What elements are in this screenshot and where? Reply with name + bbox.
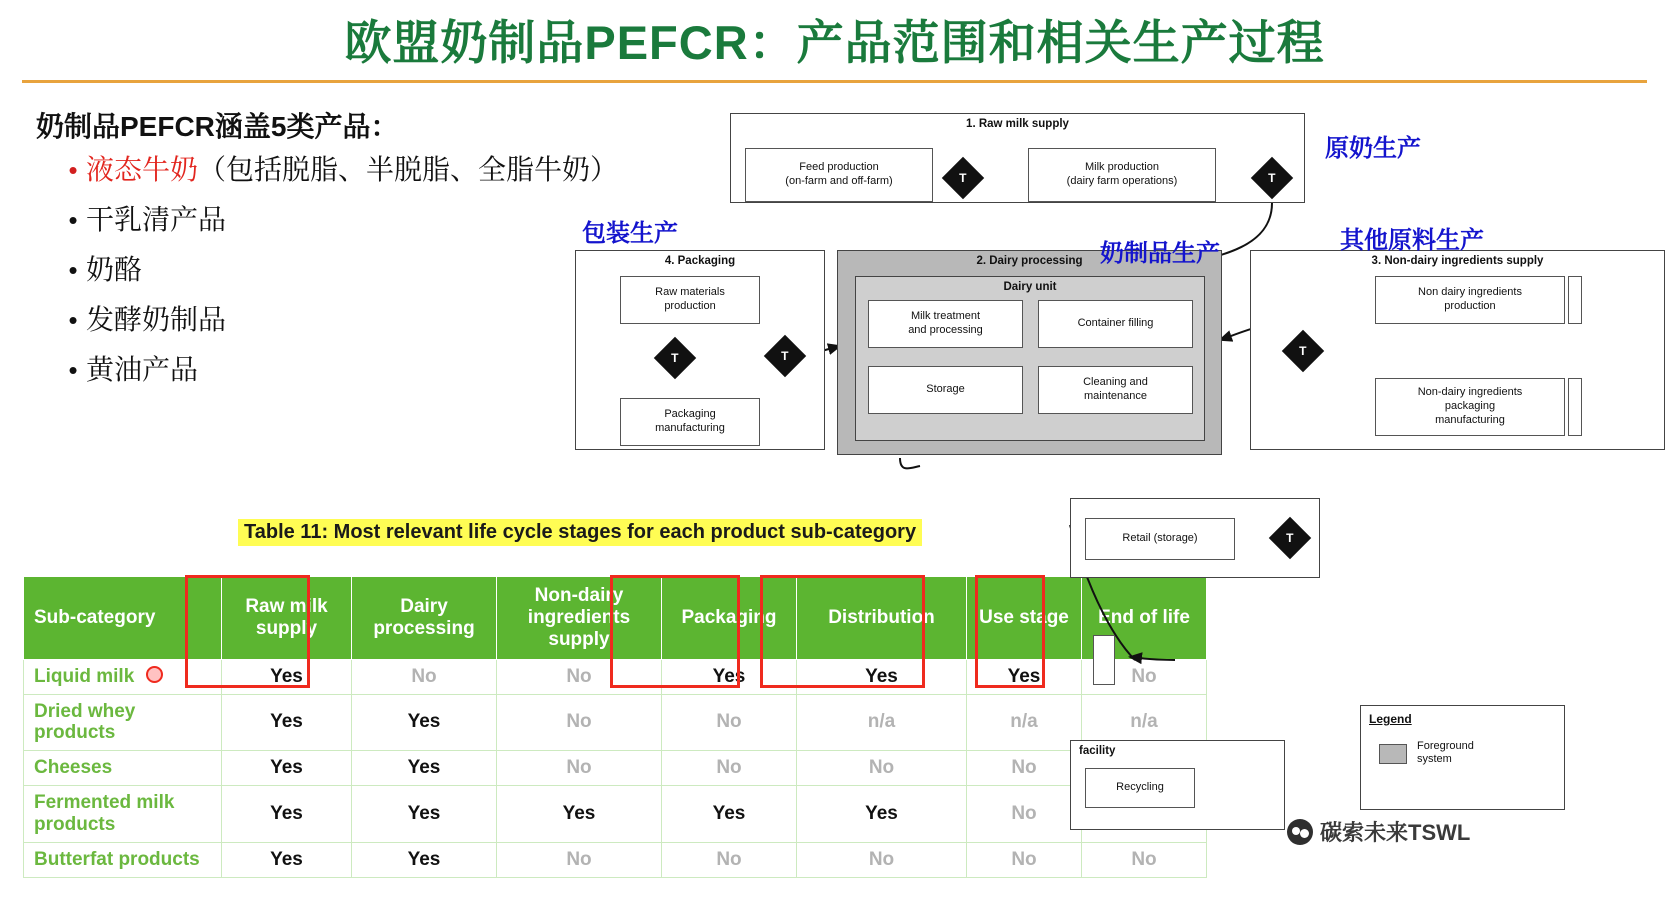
table-caption: Table 11: Most relevant life cycle stages for each product sub-category <box>238 519 922 546</box>
cursor-pointer <box>146 666 163 683</box>
cell: Yes <box>352 751 497 786</box>
cell: n/a <box>797 694 967 751</box>
list-item <box>60 300 650 340</box>
cell: n/a <box>967 694 1082 751</box>
column-header-non-dairy-supply: Non-dairy ingredients supply <box>497 577 662 660</box>
annotation-other-ingredients: 其他原料生产 <box>1340 227 1484 254</box>
group-label: 4. Packaging <box>664 255 736 267</box>
annotation-packaging: 包装生产 <box>582 220 678 247</box>
table-row <box>24 694 1207 751</box>
box-non-dairy-production: Non dairy ingredients production <box>1375 276 1565 324</box>
bullet-marker-icon: • <box>68 205 78 235</box>
cell: No <box>352 659 497 694</box>
cell: Yes <box>222 786 352 843</box>
cell: No <box>967 786 1082 843</box>
bullet-marker-icon: • <box>68 305 78 335</box>
cell: Yes <box>497 786 662 843</box>
annotation-dairy: 奶制品生产 <box>1100 240 1220 267</box>
box-cleaning-maintenance: Cleaning and maintenance <box>1038 366 1193 414</box>
group-label: 2. Dairy processing <box>976 255 1083 267</box>
cell: No <box>967 842 1082 877</box>
annotation-raw-milk: 原奶生产 <box>1325 135 1421 162</box>
legend-label: Foreground system <box>1417 740 1474 766</box>
box-feed-production: Feed production (on-farm and off-farm) <box>745 148 933 202</box>
cell: No <box>662 751 797 786</box>
transport-node-icon: T <box>1269 517 1311 559</box>
cell: No <box>1082 842 1207 877</box>
list-item-label: 奶酪 <box>86 254 143 285</box>
list-item <box>60 200 650 240</box>
column-header-distribution: Distribution <box>797 577 967 660</box>
cell: Yes <box>967 659 1082 694</box>
transport-node-icon: T <box>942 157 984 199</box>
list-item-label: 发酵奶制品 <box>86 304 227 335</box>
box-edge-connector <box>1093 635 1115 685</box>
legend-title: Legend <box>1369 712 1412 726</box>
row-label: Cheeses <box>24 751 222 786</box>
list-item-label: 干乳清产品 <box>86 204 227 235</box>
list-item-highlight: 液态牛奶 <box>86 154 199 185</box>
bullet-marker-icon: • <box>68 255 78 285</box>
box-raw-materials-production: Raw materials production <box>620 276 760 324</box>
cell: No <box>797 842 967 877</box>
list-item-label <box>86 150 618 190</box>
column-header-end-of-life: End of life <box>1082 577 1207 660</box>
row-label: Dried whey products <box>24 694 222 751</box>
box-container-filling: Container filling <box>1038 300 1193 348</box>
cell: Yes <box>797 786 967 843</box>
box-storage: Storage <box>868 366 1023 414</box>
cell: Yes <box>662 786 797 843</box>
bullet-marker-icon: • <box>68 355 78 385</box>
legend-swatch-icon <box>1379 744 1407 764</box>
box-milk-production: Milk production (dairy farm operations) <box>1028 148 1216 202</box>
cell: n/a <box>1082 694 1207 751</box>
watermark-text: 碳索未来TSWL <box>1320 820 1471 845</box>
row-label: Fermented milk products <box>24 786 222 843</box>
system-boundary-diagram <box>582 108 1665 488</box>
group-label: 3. Non-dairy ingredients supply <box>1371 255 1544 267</box>
cell: No <box>497 659 662 694</box>
row-label: Liquid milk <box>24 659 222 694</box>
list-item <box>60 250 650 290</box>
list-item <box>60 350 650 390</box>
column-header-use-stage: Use stage <box>967 577 1082 660</box>
box-retail-storage: Retail (storage) <box>1085 518 1235 560</box>
table-row <box>24 786 1207 843</box>
cell: Yes <box>662 659 797 694</box>
cell: No <box>662 694 797 751</box>
table-row <box>24 659 1207 694</box>
cell: Yes <box>352 842 497 877</box>
cell: No <box>797 751 967 786</box>
bullet-marker-icon: • <box>68 155 78 185</box>
group-legend <box>1360 705 1565 810</box>
column-header-dairy-processing: Dairy processing <box>352 577 497 660</box>
cell: No <box>497 694 662 751</box>
transport-node-icon: T <box>1251 157 1293 199</box>
group-label: Dairy unit <box>1003 281 1057 293</box>
group-label: facility <box>1079 745 1116 757</box>
cell: No <box>497 842 662 877</box>
list-item-rest: （包括脱脂、半脱脂、全脂牛奶） <box>198 154 619 185</box>
list-item <box>60 150 650 190</box>
group-label: 1. Raw milk supply <box>966 118 1069 130</box>
table-row <box>24 751 1207 786</box>
box-edge-connector <box>1568 276 1582 324</box>
cell: No <box>1082 659 1207 694</box>
box-packaging-manufacturing: Packaging manufacturing <box>620 398 760 446</box>
table-row <box>24 842 1207 877</box>
row-label: Butterfat products <box>24 842 222 877</box>
column-header-packaging: Packaging <box>662 577 797 660</box>
box-edge-connector <box>1568 378 1582 436</box>
product-category-list <box>60 150 650 400</box>
wechat-logo-icon <box>1287 819 1313 845</box>
transport-node-icon: T <box>654 337 696 379</box>
watermark <box>1287 816 1470 847</box>
column-header-subcategory: Sub-category <box>24 577 222 660</box>
transport-node-icon: T <box>1282 330 1324 372</box>
cell: Yes <box>222 659 352 694</box>
box-non-dairy-packaging: Non-dairy ingredients packaging manufacturing <box>1375 378 1565 436</box>
table-header-row <box>24 577 1207 660</box>
title-divider <box>22 80 1647 83</box>
page-title: 欧盟奶制品PEFCR：产品范围和相关生产过程 <box>344 16 1325 69</box>
transport-node-icon: T <box>764 335 806 377</box>
box-recycling: Recycling <box>1085 768 1195 808</box>
cell: No <box>662 842 797 877</box>
intro-text: 奶制品PEFCR涵盖5类产品： <box>36 111 399 142</box>
cell: Yes <box>222 842 352 877</box>
life-cycle-stage-table <box>23 576 1207 878</box>
cell: Yes <box>797 659 967 694</box>
box-milk-treatment: Milk treatment and processing <box>868 300 1023 348</box>
cell: No <box>967 751 1082 786</box>
cell: Yes <box>222 751 352 786</box>
column-header-raw-milk-supply: Raw milk supply <box>222 577 352 660</box>
cell: Yes <box>222 694 352 751</box>
cell: Yes <box>352 786 497 843</box>
cell: No <box>497 751 662 786</box>
list-item-label: 黄油产品 <box>86 354 199 385</box>
cell: Yes <box>352 694 497 751</box>
